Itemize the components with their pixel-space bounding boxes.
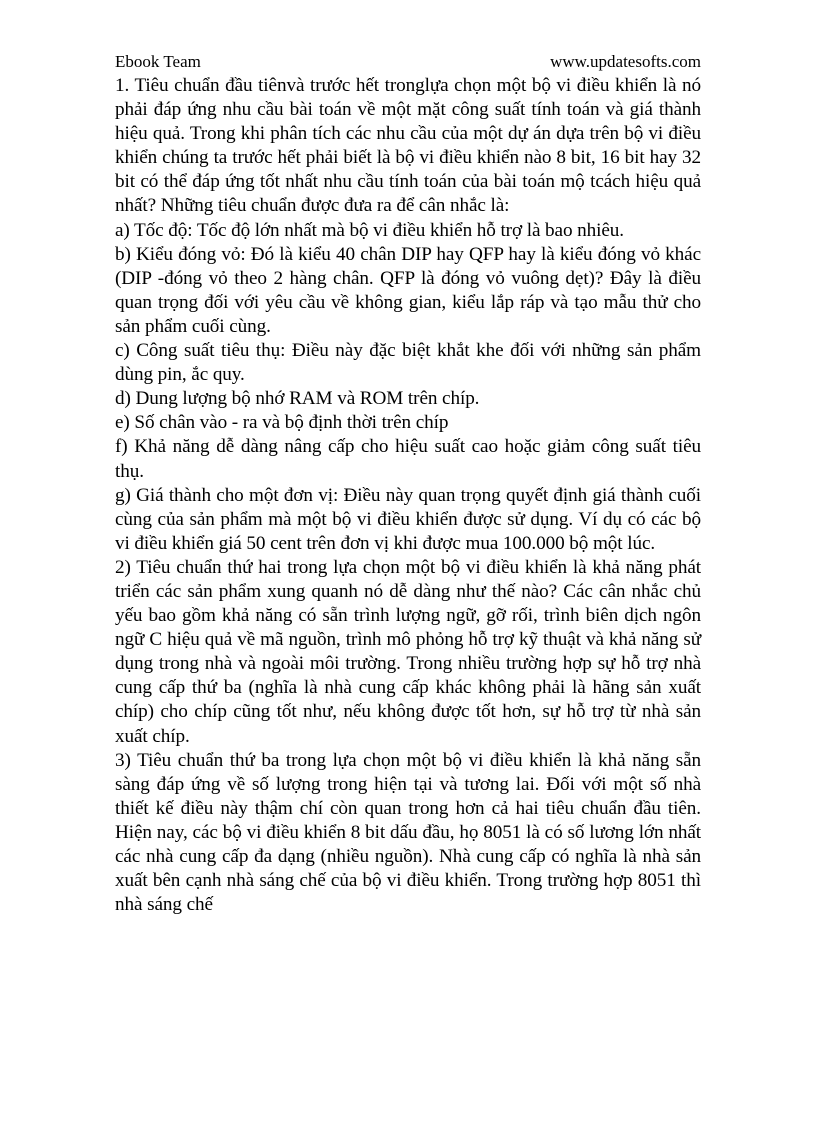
paragraph-item-a-speed: a) Tốc độ: Tốc độ lớn nhất mà bộ vi điều khiển hỗ trợ là bao nhiêu. xyxy=(115,219,624,241)
paragraph-item-g-cost: g) Giá thành cho một đơn vị: Điều này quan trọng quyết định giá thành cuối cùng của sản phẩm mà một bộ vi điều khiển được sử dụng. Ví dụ có các bộ vi điều khiển giá 50 cent trên đơn vị khi được mua 100.000 bộ một lúc. xyxy=(115,484,701,554)
paragraph-item-e-io: e) Số chân vào - ra và bộ định thời trên chíp xyxy=(115,412,449,434)
paragraph-item-f-upgrade: f) Khả năng dễ dàng nâng cấp cho hiệu suất cao hoặc giảm công suất tiêu thụ. xyxy=(115,436,701,482)
header-left-text: Ebook Team xyxy=(115,52,201,71)
paragraph-item-d-memory: d) Dung lượng bộ nhớ RAM và ROM trên chíp. xyxy=(115,388,480,410)
paragraph-item-b-packaging: b) Kiểu đóng vỏ: Đó là kiểu 40 chân DIP hay QFP hay là kiểu đóng vỏ khác (DIP -đóng vỏ theo 2 hàng chân. QFP là đóng vỏ vuông dẹt)? Đây là điều quan trọng đối với yêu cầu về không gian, kiểu lắp ráp và tạo mẫu thử cho sản phẩm cuối cùng. xyxy=(115,243,701,337)
paragraph-criterion-1: 1. Tiêu chuẩn đầu tiênvà trước hết tronglựa chọn một bộ vi điều khiển là nó phải đáp ứng nhu cầu bài toán về một mặt công suất tính toán và giá thành hiệu quả. Trong khi phân tích các nhu cầu của một dự án dựa trên bộ vi điều khiển chúng ta trước hết phải biết là bộ vi điều khiển nào 8 bit, 16 bit hay 32 bit có thể đáp ứng tốt nhất nhu cầu tính toán của bài toán mộ tcách hiệu quả nhất? Những tiêu chuẩn được đưa ra để cân nhắc là: xyxy=(115,75,701,217)
header-right-url: www.updatesofts.com xyxy=(550,52,701,71)
paragraph-criterion-3: 3) Tiêu chuẩn thứ ba trong lựa chọn một bộ vi điều khiển là khả năng sẵn sàng đáp ứng về số lượng trong hiện tại và tương lai. Đối với một số nhà thiết kế điều này thậm chí còn quan trong hơn cả hai tiêu chuẩn đầu tiên. Hiện nay, các bộ vi điều khiển 8 bit dấu đầu, họ 8051 là có số lương lớn nhất các nhà cung cấp đa dạng (nhiều nguồn). Nhà cung cấp có nghĩa là nhà sản xuất bên cạnh nhà sáng chế của bộ vi điều khiển. Trong trường hợp 8051 thì nhà sáng chế xyxy=(115,749,701,916)
document-body xyxy=(115,74,701,917)
paragraph-criterion-2: 2) Tiêu chuẩn thứ hai trong lựa chọn một bộ vi điều khiển là khả năng phát triển các sản phẩm xung quanh nó dễ dàng như thế nào? Các cân nhắc chủ yếu bao gồm khả năng có sẵn trình lượng ngữ, gỡ rối, trình biên dịch ngôn ngữ C hiệu quả về mã nguồn, trình mô phỏng hỗ trợ kỹ thuật và khả năng sử dụng trong nhà và ngoài môi trường. Trong nhiều trường hợp sự hỗ trợ nhà cung cấp thứ ba (nghĩa là nhà cung cấp khác không phải là hãng sản xuất chíp) cho chíp cũng tốt như, nếu không được tốt hơn, sự hỗ trợ từ nhà sản xuất chíp. xyxy=(115,556,701,747)
paragraph-item-c-power: c) Công suất tiêu thụ: Điều này đặc biệt khắt khe đối với những sản phẩm dùng pin, ắc quy. xyxy=(115,340,701,386)
page-header xyxy=(115,52,701,74)
document-page xyxy=(115,52,701,917)
